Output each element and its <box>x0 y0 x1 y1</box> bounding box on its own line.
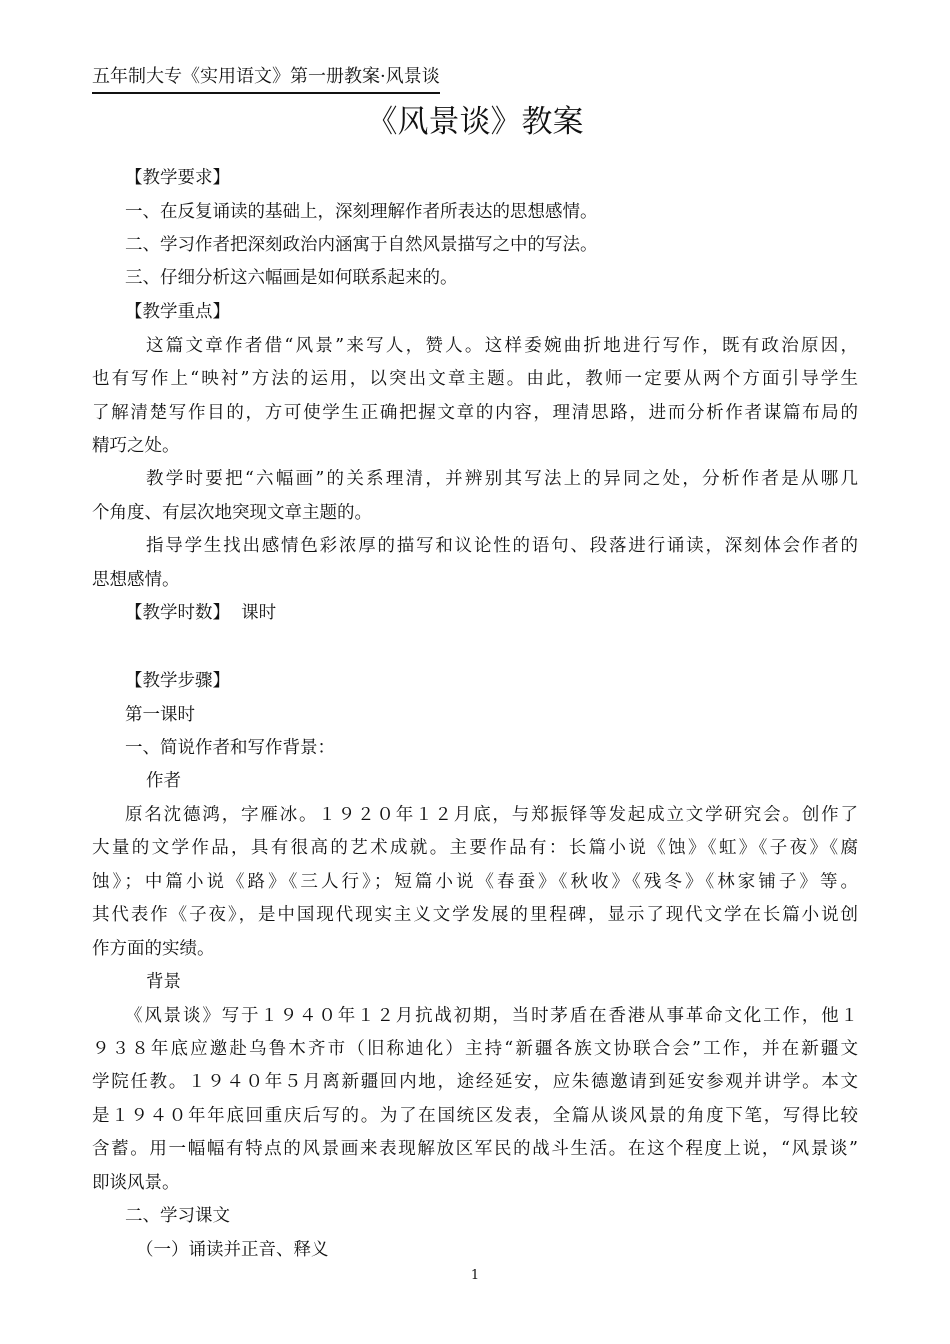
document-title: 《风景谈》教案 <box>366 104 584 140</box>
step-heading: 一、简说作者和写作背景： <box>125 738 335 758</box>
requirement-item: 三、仔细分析这六幅画是如何联系起来的。 <box>125 268 458 288</box>
author-label: 作者 <box>146 771 181 791</box>
step-heading: 二、学习课文 <box>125 1206 230 1226</box>
paragraph-line: 即谈风景。 <box>92 1173 180 1193</box>
lesson-label: 第一课时 <box>125 705 195 725</box>
substep-heading: （一）诵读并正音、释义 <box>136 1240 329 1260</box>
paragraph-line: 个角度、有层次地突现文章主题的。 <box>92 503 372 523</box>
paragraph-line: 原名沈德鸿，字雁冰。１９２０年１２月底，与郑振铎等发起成立文学研究会。创作了 <box>125 805 858 825</box>
paragraph-line: 教学时要把“六幅画”的关系理清，并辨别其写法上的异同之处，分析作者是从哪几 <box>146 469 858 489</box>
paragraph-line: 其代表作《子夜》，是中国现代现实主义文学发展的里程碑，显示了现代文学在长篇小说创 <box>92 905 858 925</box>
page-number: 1 <box>470 1268 480 1283</box>
steps-heading: 【教学步骤】 <box>125 671 230 691</box>
paragraph-line: 作方面的实绩。 <box>92 939 215 959</box>
requirements-heading: 【教学要求】 <box>125 168 230 188</box>
paragraph-line: ９３８年底应邀赴乌鲁木齐市（旧称迪化）主持“新疆各族文协联合会”工作，并在新疆文 <box>92 1039 858 1059</box>
background-label: 背景 <box>146 972 181 992</box>
page-header: 五年制大专《实用语文》第一册教案·风景谈 <box>92 64 440 94</box>
paragraph-line: 了解清楚写作目的，方可使学生正确把握文章的内容，理清思路，进而分析作者谋篇布局的 <box>92 403 858 423</box>
paragraph-line: 思想感情。 <box>92 570 180 590</box>
paragraph-line: 含蓄。用一幅幅有特点的风景画来表现解放区军民的战斗生活。在这个程度上说，“风景谈” <box>92 1139 858 1159</box>
paragraph-line: 学院任教。１９４０年５月离新疆回内地，途经延安，应朱德邀请到延安参观并讲学。本文 <box>92 1072 858 1092</box>
requirement-item: 一、在反复诵读的基础上，深刻理解作者所表达的思想感情。 <box>125 202 598 222</box>
hours-heading: 【教学时数】 课时 <box>125 603 277 623</box>
paragraph-line: 也有写作上“映衬”方法的运用，以突出文章主题。由此，教师一定要从两个方面引导学生 <box>92 369 858 389</box>
paragraph-line: 大量的文学作品，具有很高的艺术成就。主要作品有：长篇小说《蚀》《虹》《子夜》《腐 <box>92 838 858 858</box>
paragraph-line: 指导学生找出感情色彩浓厚的描写和议论性的语句、段落进行诵读，深刻体会作者的 <box>146 536 858 556</box>
requirement-item: 二、学习作者把深刻政治内涵寓于自然风景描写之中的写法。 <box>125 235 598 255</box>
focus-heading: 【教学重点】 <box>125 302 230 322</box>
paragraph-line: 精巧之处。 <box>92 436 180 456</box>
paragraph-line: 是１９４０年年底回重庆后写的。为了在国统区发表，全篇从谈风景的角度下笔，写得比较 <box>92 1106 858 1126</box>
paragraph-line: 这篇文章作者借“风景”来写人，赞人。这样委婉曲折地进行写作，既有政治原因， <box>146 336 858 356</box>
paragraph-line: 蚀》；中篇小说《路》《三人行》；短篇小说《春蚕》《秋收》《残冬》《林家铺子》等。 <box>92 872 858 892</box>
paragraph-line: 《风景谈》写于１９４０年１２月抗战初期，当时茅盾在香港从事革命文化工作，他１ <box>125 1006 858 1026</box>
